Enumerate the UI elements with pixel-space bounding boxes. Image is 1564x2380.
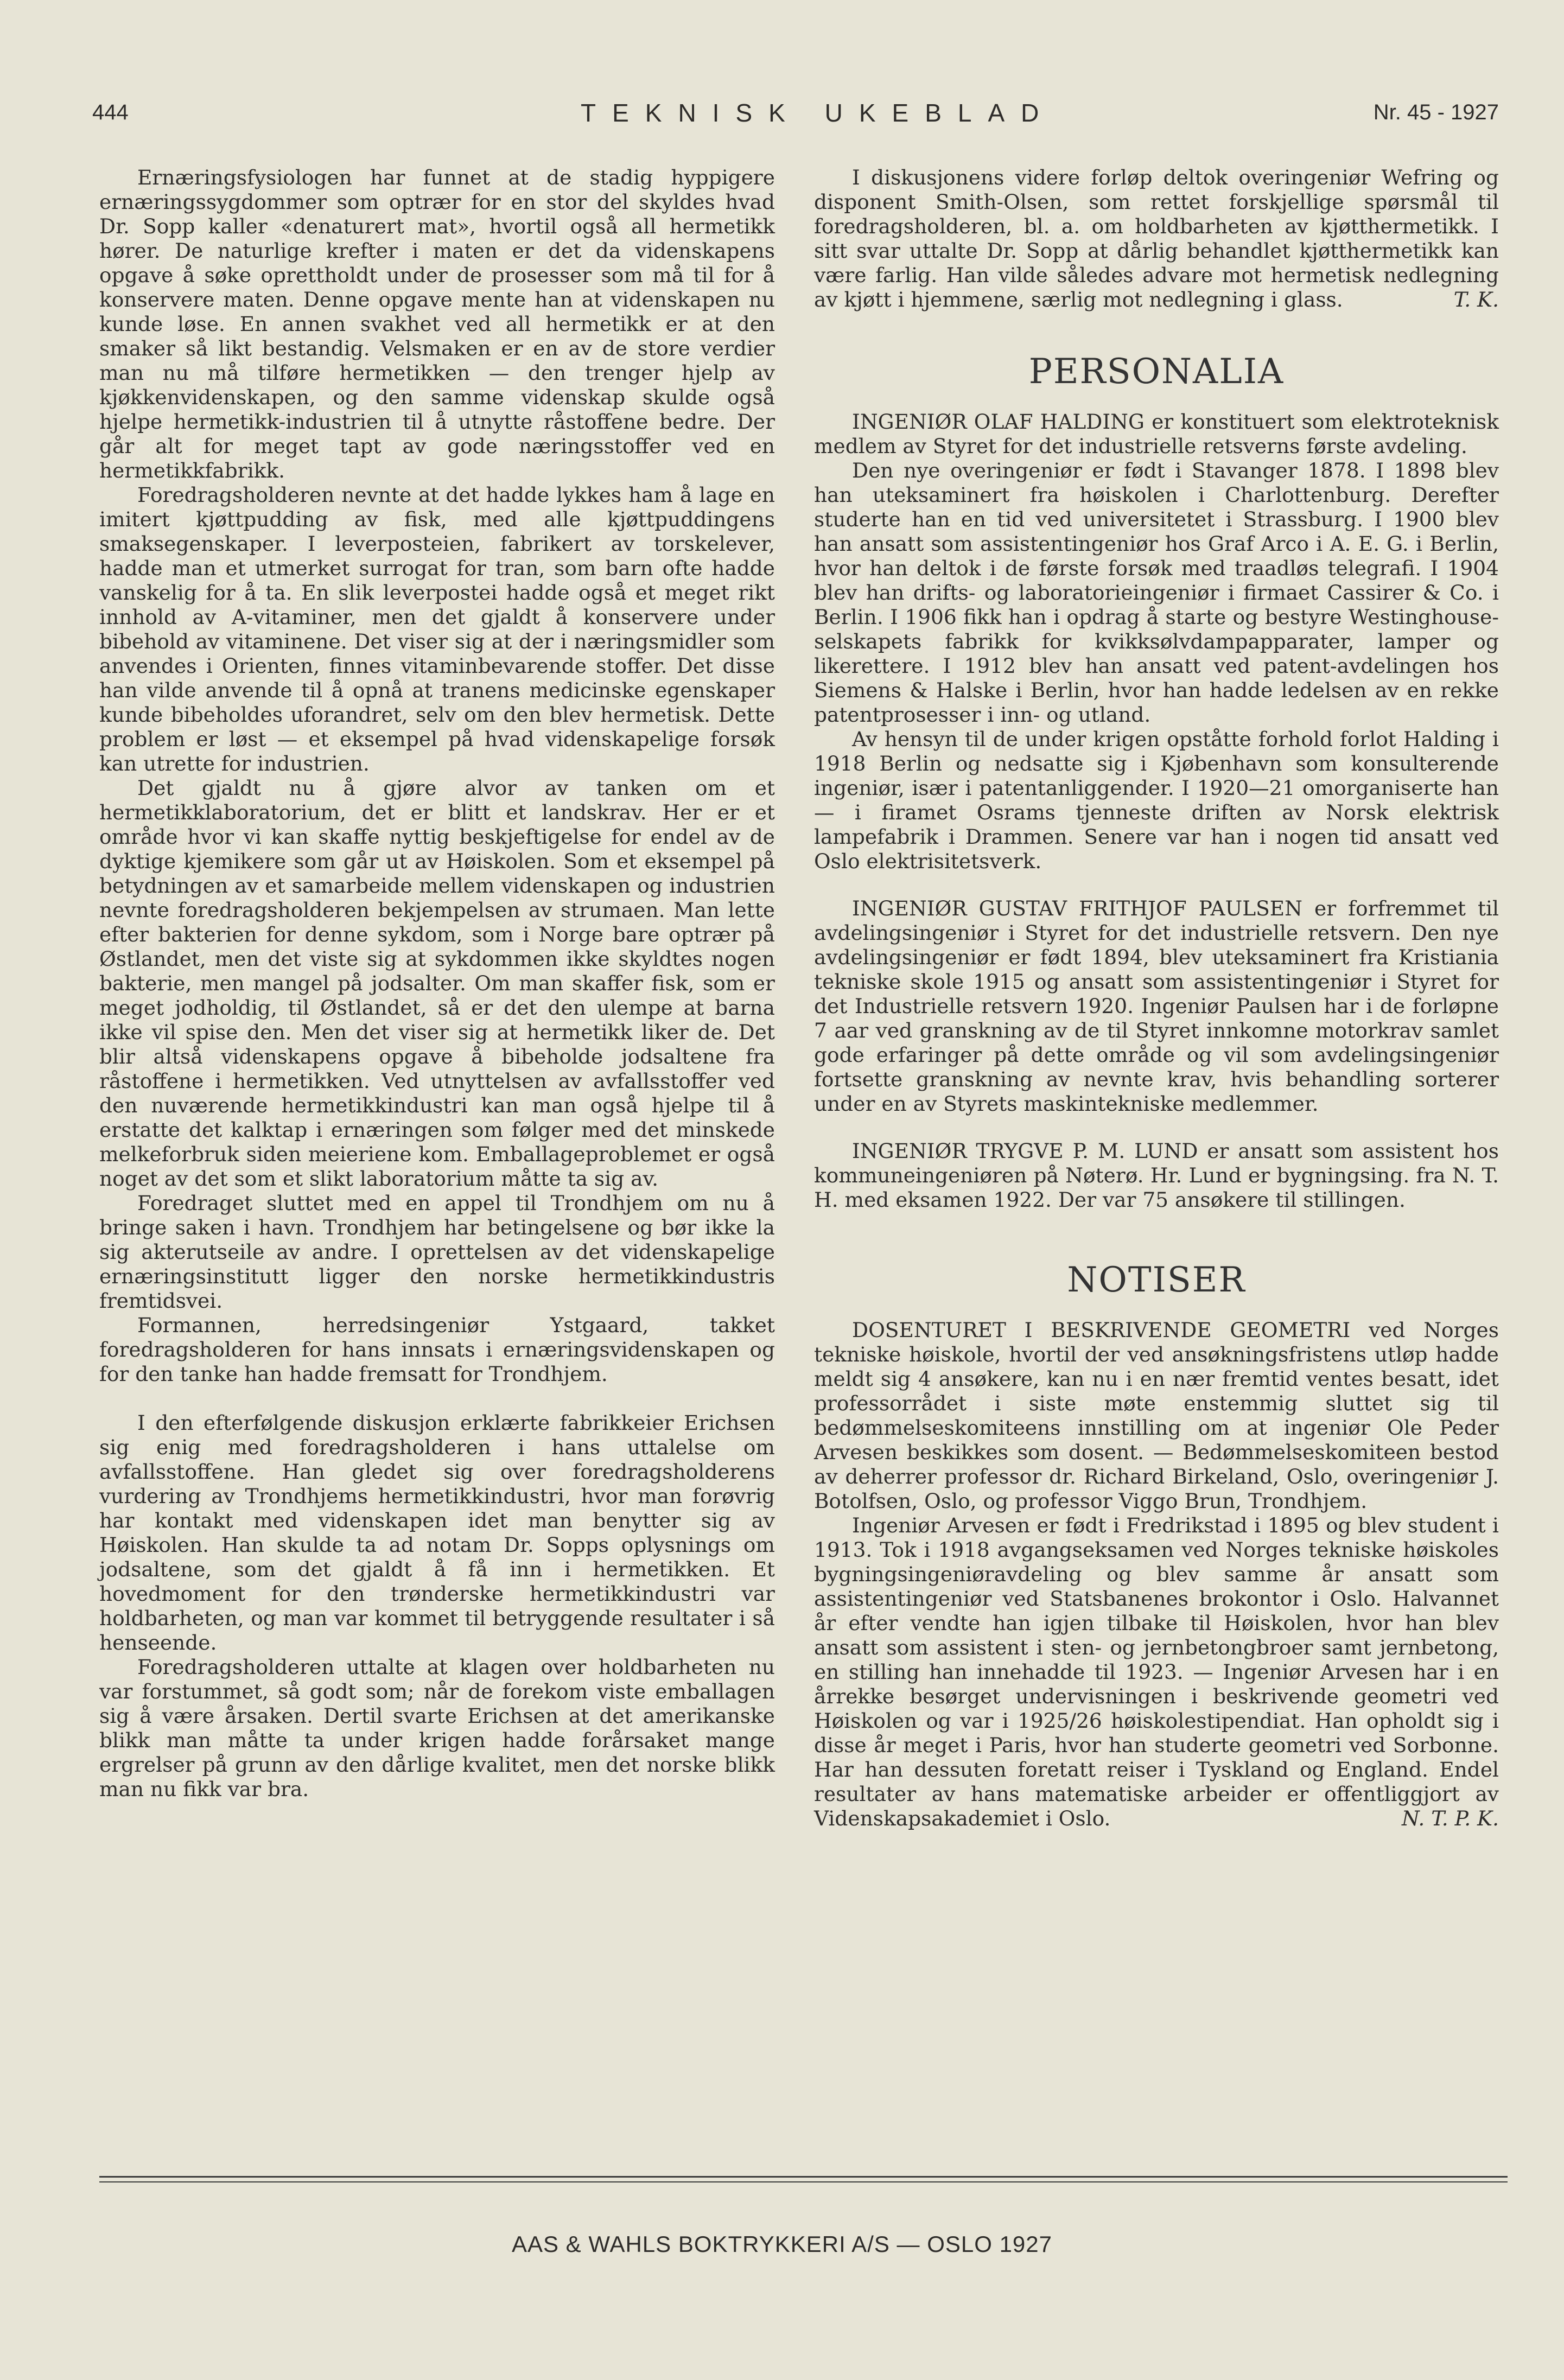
notiser-heading: NOTISER <box>1067 1260 1246 1300</box>
notiser-entry <box>814 1513 1499 1831</box>
personalia-entry: Av hensyn til de under krigen opståtte forhold forlot Halding i 1918 Berlin og nedsatte sig i Kjøbenhavn som konsulterende ingeniør, især i patentanliggender. I 1920—21 omorganiserte han — i firamet Osrams tjenneste driften av Norsk elektrisk lampefabrik i Drammen. Senere var han i nogen tid ansatt ved Oslo elektrisitetsverk. <box>814 727 1499 873</box>
paragraph: Ernæringsfysiologen har funnet at de stadig hyppigere ernæringssygdommer som optrær for en stor del skyldes hvad Dr. Sopp kaller «denaturert mat», hvortil også all hermetikk hører. De naturlige krefter i maten er det da videnskapens opgave å søke oprettholdt under de prosesser som må til for å konservere maten. Denne opgave mente han at videnskapen nu kunde løse. En annen svakhet ved all hermetikk er at den smaker så likt bestandig. Velsmaken er en av de store verdier man nu må tilføre hermetikken — den trenger hjelp av kjøkkenvidenskapen, og den samme videnskap skulde også hjelpe hermetikk-industrien til å utnytte råstoffene bedre. Der går alt for meget tapt av gode næringsstoffer ved en hermetikkfabrikk. <box>99 166 775 482</box>
right-column <box>814 166 1499 1831</box>
paragraph: Foredraget sluttet med en appel til Trondhjem om nu å bringe saken i havn. Trondhjem har betingelsene og bør ikke la sig akterutseile av andre. I oprettelsen av det videnskapelige ernæringsinstitutt ligger den norske hermetikkindustris fremtidsvei. <box>99 1191 775 1313</box>
notiser-entry: DOSENTURET I BESKRIVENDE GEOMETRI ved Norges tekniske høiskole, hvortil der ved ansøkningsfristens utløp hadde meldt sig 4 ansøkere, kan nu i en nær fremtid ventes besatt, idet professorrådet i siste møte enstemmig sluttet sig til bedømmelseskomiteens innstilling om at ingeniør Ole Peder Arvesen beskikkes som dosent. — Bedømmelseskomiteen bestod av deherrer professor dr. Richard Birkeland, Oslo, overingeniør J. Botolfsen, Oslo, og professor Viggo Brun, Trondhjem. <box>814 1318 1499 1513</box>
printer-imprint: AAS & WAHLS BOKTRYKKERI A/S — OSLO 1927 <box>511 2231 1053 2257</box>
personalia-entry: Den nye overingeniør er født i Stavanger 1878. I 1898 blev han uteksaminert fra høiskolen i Charlottenburg. Derefter studerte han en tid ved universitetet i Strassburg. I 1900 blev han ansatt som assistentingeniør hos Graf Arco i A. E. G. i Berlin, hvor han deltok i de første forsøk med traadløs telegrafi. I 1904 blev han drifts- og laboratorieingeniør i firmaet Cassirer & Co. i Berlin. I 1906 fikk han i opdrag å starte og bestyre Westinghouse-selskapets fabrikk for kvikksølvdampapparater, lamper og likerettere. I 1912 blev han ansatt ved patent-avdelingen hos Siemens & Halske i Berlin, hvor han hadde ledelsen av en rekke patentprosesser i inn- og utland. <box>814 459 1499 727</box>
journal-title: TEKNISK UKEBLAD <box>581 99 1056 127</box>
paragraph: I den efterfølgende diskusjon erklærte fabrikkeier Erichsen sig enig med foredragsholderen i hans uttalelse om avfallsstoffene. Han gledet sig over foredragsholderens vurdering av Trondhjems hermetikkindustri, hvor man forøvrig har kontakt med videnskapen idet man benytter sig av Høiskolen. Han skulde ta ad notam Dr. Sopps oplysnings om jodsaltene, som det gjaldt å få inn i hermetikken. Et hovedmoment for den trønderske hermetikkindustri var holdbarheten, og man var kommet til betryggende resultater i så henseende. <box>99 1411 775 1654</box>
paragraph: Formannen, herredsingeniør Ystgaard, takket foredragsholderen for hans innsats i ernæringsvidenskapen og for den tanke han hadde fremsatt for Trondhjem. <box>99 1313 775 1386</box>
discussion-text: I diskusjonens videre forløp deltok overingeniør Wefring og disponent Smith-Olsen, som rettet forskjellige spørsmål til foredragsholderen, bl. a. om holdbarheten av kjøtthermetikk. I sitt svar uttalte Dr. Sopp at dårlig behandlet kjøtthermetikk kan være farlig. Han vilde således advare mot hermetisk nedlegning av kjøtt i hjemmene, særlig mot nedlegning i glass. <box>814 166 1499 311</box>
left-column <box>99 166 775 1802</box>
footer-rule <box>99 2176 1508 2178</box>
notiser-signature: N. T. P. K. <box>1401 1806 1499 1830</box>
personalia-entry: INGENIØR TRYGVE P. M. LUND er ansatt som assistent hos kommuneingeniøren på Nøterø. Hr. Lund er bygningsing. fra N. T. H. med eksamen 1922. Der var 75 ansøkere til stillingen. <box>814 1139 1499 1212</box>
discussion-paragraph <box>814 166 1499 312</box>
paragraph: Foredragsholderen uttalte at klagen over holdbarheten nu var forstummet, så godt som; når de forekom viste emballagen sig å være årsaken. Dertil svarte Erichsen at det amerikanske blikk man måtte ta under krigen hadde forårsaket mange ergrelser på grunn av den dårlige kvalitet, men det norske blikk man nu fikk var bra. <box>99 1655 775 1801</box>
personalia-entry: INGENIØR OLAF HALDING er konstituert som elektroteknisk medlem av Styret for det industrielle retsverns første avdeling. <box>814 410 1499 458</box>
page-number: 444 <box>92 100 129 124</box>
issue-number: Nr. 45 - 1927 <box>1373 100 1499 124</box>
page-header <box>92 100 1499 138</box>
personalia-heading: PERSONALIA <box>1028 352 1285 392</box>
personalia-entry: INGENIØR GUSTAV FRITHJOF PAULSEN er forfremmet til avdelingsingeniør i Styret for det industrielle retsvern. Den nye avdelingsingeniør er født 1894, blev uteksaminert fra Kristiania tekniske skole 1915 og ansatt som assistentingeniør i Styret for det Industrielle retsvern 1920. Ingeniør Paulsen har i de forløpne 7 aar ved granskning av de til Styret innkomne motorkrav samlet gode erfaringer på dette område og vil som avdelingsingeniør fortsette granskning av nevnte krav, hvis behandling sorterer under en av Styrets maskintekniske medlemmer. <box>814 896 1499 1116</box>
footer-rule-thin <box>99 2181 1508 2182</box>
paragraph: Det gjaldt nu å gjøre alvor av tanken om et hermetikklaboratorium, det er blitt et landskrav. Her er et område hvor vi kan skaffe nyttig beskjeftigelse for endel av de dyktige kjemikere som går ut av Høiskolen. Som et eksempel på betydningen av et samarbeide mellem videnskapen og industrien nevnte foredragsholderen bekjempelsen av strumaen. Man lette efter bakterien for denne sykdom, som i Norge bare optrær på Østlandet, men det viste sig at sykdommen ikke skyldtes nogen bakterie, men mangel på jodsalter. Om man skaffer fisk, som er meget jodholdig, til Østlandet, så er det den ulempe at barna ikke vil spise den. Men det viser sig at hermetikk liker de. Det blir altså videnskapens opgave å bibeholde jodsaltene fra råstoffene i hermetikken. Ved utnyttelsen av avfallsstoffer ved den nuværende hermetikkindustri kan man også hjelpe til å erstatte det kalktap i ernæringen som følger med det minskede melkeforbruk siden meieriene kom. Emballageproblemet er også noget av det som et slikt laboratorium måtte ta sig av. <box>99 776 775 1191</box>
discussion-signature: T. K. <box>1453 288 1499 311</box>
notiser-text: Ingeniør Arvesen er født i Fredrikstad i 1895 og blev student i 1913. Tok i 1918 avgangseksamen ved Norges tekniske høiskoles bygningsingeniøravdeling og blev samme år ansatt som assistentingeniør ved Statsbanenes brokontor i Oslo. Halvannet år efter vendte han igjen tilbake til Høiskolen, hvor han blev ansatt som assistent i sten- og jernbetongbroer samt jernbetong, en stilling han innehadde til 1923. — Ingeniør Arvesen har i en årrekke besørget undervisningen i beskrivende geometri ved Høiskolen og var i 1925/26 høiskolestipendiat. Han opholdt sig i disse år meget i Paris, hvor han studerte geometri ved Sorbonne. Har han dessuten foretatt reiser i Tyskland og England. Endel resultater av hans matematiske arbeider er offentliggjort av Videnskapsakademiet i Oslo. <box>814 1513 1499 1830</box>
paragraph: Foredragsholderen nevnte at det hadde lykkes ham å lage en imitert kjøttpudding av fisk, med alle kjøttpuddingens smaksegenskaper. I leverposteien, fabrikert av torskelever, hadde man et utmerket surrogat for tran, som barn ofte hadde vanskelig for å ta. En slik leverpostei hadde også et meget rikt innhold av A-vitaminer, men det gjaldt å konservere under bibehold av vitaminene. Det viser sig at der i næringsmidler som anvendes i Orienten, finnes vitaminbevarende stoffer. Det disse han vilde anvende til å opnå at tranens medicinske egenskaper kunde bibeholdes uforandret, selv om den blev hermetisk. Dette problem er løst — et eksempel på hvad videnskapelige forsøk kan utrette for industrien. <box>99 483 775 775</box>
